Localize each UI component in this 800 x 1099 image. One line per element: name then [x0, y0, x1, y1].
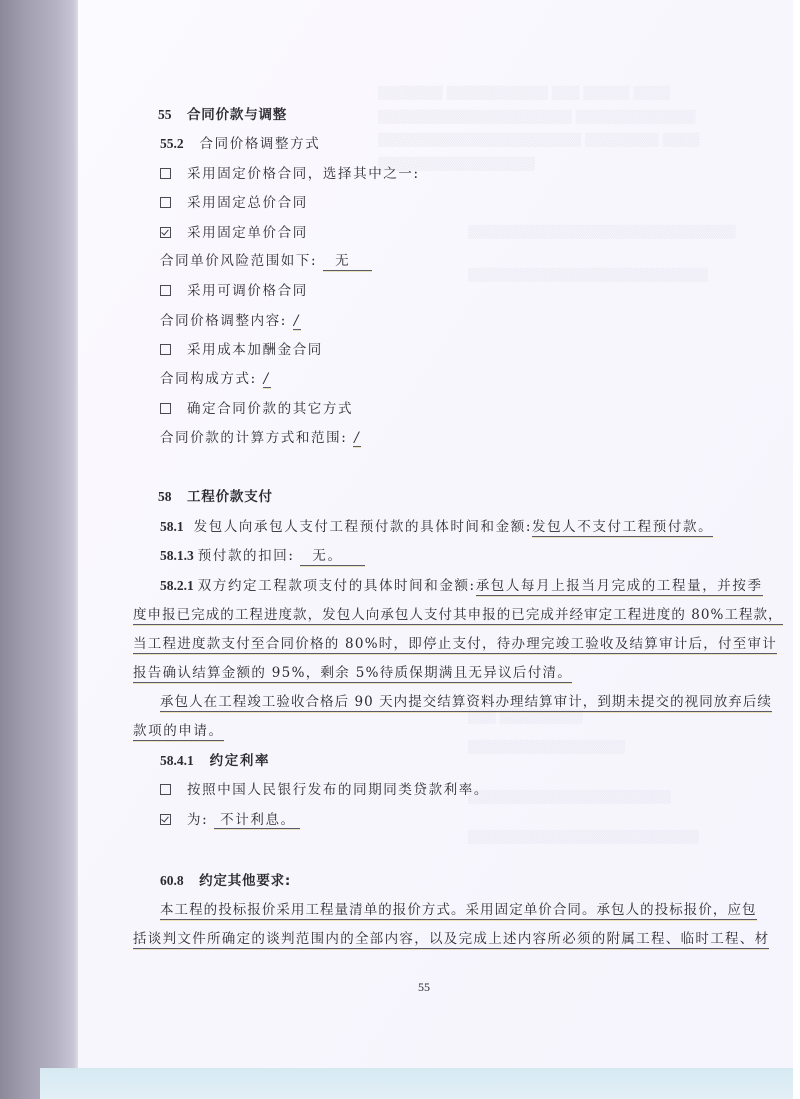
field-label: 合同单价风险范围如下:: [160, 253, 318, 269]
other-requirements-line: [133, 930, 769, 948]
option-label: 采用可调价格合同: [187, 283, 308, 299]
checkbox-unchecked-icon[interactable]: [160, 285, 171, 296]
clause-title: 约定利率: [209, 753, 271, 769]
field-label: 合同价格调整内容:: [160, 313, 287, 329]
clause-value-line: 当工程进度款支付至合同价格的 80%时，即停止支付，待办理完竣工验收及结算审计后，付至审计: [133, 636, 778, 652]
option-fixed-total-price[interactable]: [160, 194, 308, 212]
field-value: /: [263, 371, 270, 387]
show-through-text: ▒▒▒▒▒▒▒▒▒▒▒▒▒▒▒▒▒: [468, 740, 625, 754]
show-through-text: ▒▒▒▒▒▒▒▒▒▒▒▒▒ ▒▒▒▒▒▒▒▒▒▒▒▒▒▒▒▒▒▒▒▒▒: [378, 110, 696, 124]
clause-value: 发包人不支付工程预付款。: [531, 519, 714, 535]
clause-label: 发包人向承包人支付工程预付款的具体时间和金额:: [193, 519, 532, 535]
clause-number: 58.1.3: [160, 548, 194, 563]
show-through-text: ▒▒▒▒▒▒▒▒▒▒▒▒▒▒▒▒▒▒▒▒▒▒▒▒▒: [468, 830, 699, 844]
option-label: 采用固定总价合同: [187, 195, 308, 211]
show-through-text: ▒▒▒▒▒▒▒▒▒▒▒▒▒▒▒▒▒▒▒▒▒▒▒▒▒▒: [468, 268, 708, 282]
scanner-bed: [40, 1068, 793, 1099]
checkbox-checked-icon[interactable]: [160, 814, 171, 825]
option-label: 采用固定单价合同: [187, 225, 308, 241]
subsection-title: 合同价格调整方式: [199, 136, 321, 152]
option-adjustable-price[interactable]: [160, 282, 308, 300]
other-requirements-line: [160, 901, 757, 919]
show-through-text: ▒▒▒▒▒▒▒▒▒ ▒▒▒: [468, 710, 583, 724]
option-label: 为:: [187, 812, 209, 828]
field-value: 无: [323, 253, 372, 271]
option-other-method[interactable]: [160, 400, 353, 418]
clause-number: 58.1: [160, 519, 184, 534]
checkbox-unchecked-icon[interactable]: [160, 197, 171, 208]
clause-value-line: 承包人每月上报当月完成的工程量，并按季: [475, 578, 763, 594]
checkbox-unchecked-icon[interactable]: [160, 784, 171, 795]
clause-value-line: 度申报已完成的工程进度款，发包人向承包人支付其申报的已完成并经审定工程进度的 80%工程款，: [133, 607, 783, 623]
option-label: 采用固定价格合同，选择其中之一:: [187, 166, 420, 182]
show-through-text: ▒▒▒▒ ▒▒▒▒▒▒▒▒ ▒▒▒▒▒▒▒▒▒▒▒▒▒▒▒▒▒▒▒▒▒▒: [378, 133, 700, 147]
clause-58-2-1: [160, 577, 763, 595]
checkbox-unchecked-icon[interactable]: [160, 403, 171, 414]
clause-number: 58.2.1: [160, 578, 194, 593]
clause-58-2-1-cont: [133, 606, 783, 624]
show-through-text: ▒▒▒▒▒▒▒▒▒▒▒▒▒▒▒▒▒: [378, 157, 535, 171]
clause-value-line: 款项的申请。: [133, 723, 224, 739]
option-pboc-rate[interactable]: [160, 781, 489, 799]
section-number: 55: [158, 107, 172, 122]
clause-label: 双方约定工程款项支付的具体时间和金额:: [197, 578, 476, 594]
section-title: 合同价款与调整: [187, 107, 288, 123]
checkbox-checked-icon[interactable]: [160, 227, 171, 238]
option-value: 不计利息。: [214, 812, 300, 829]
show-through-text: ▒▒▒▒▒▒▒▒▒▒▒▒▒▒▒▒▒▒▒▒▒▒: [468, 790, 672, 804]
field-value: /: [354, 430, 361, 446]
composition-row: [160, 370, 271, 388]
requirements-text: 括谈判文件所确定的谈判范围内的全部内容，以及完成上述内容所必须的附属工程、临时工程、材: [133, 931, 770, 947]
unit-price-risk-row: [160, 252, 372, 270]
option-label: 确定合同价款的其它方式: [187, 401, 354, 417]
calc-method-row: [160, 429, 361, 447]
option-label: 采用成本加酬金合同: [187, 342, 323, 358]
clause-58-2-1-para2-cont: [133, 722, 224, 740]
section-number: 58: [158, 489, 172, 504]
clause-58-2-1-para2: [160, 693, 772, 711]
clause-value: 无。: [300, 548, 364, 566]
show-through-text: ▒▒▒▒ ▒▒▒▒▒ ▒▒▒ ▒▒▒▒▒▒▒▒▒▒▒ ▒▒▒▒▒▒▒: [378, 86, 671, 100]
binding-shadow: [0, 0, 80, 1099]
checkbox-unchecked-icon[interactable]: [160, 168, 171, 179]
section-heading-58: [158, 488, 273, 506]
section-heading-55: [158, 106, 287, 124]
option-cost-plus[interactable]: [160, 341, 323, 359]
field-label: 合同价款的计算方式和范围:: [160, 430, 348, 446]
requirements-text: 本工程的投标报价采用工程量清单的报价方式。采用固定单价合同。承包人的投标报价，应包: [160, 902, 757, 918]
clause-58-2-1-cont: [133, 664, 572, 682]
clause-58-1: [160, 518, 713, 536]
subsection-heading-55-2: [160, 135, 320, 153]
option-label: 按照中国人民银行发布的同期同类贷款利率。: [187, 782, 489, 798]
section-title: 约定其他要求:: [199, 873, 292, 889]
clause-number: 58.4.1: [160, 753, 194, 768]
clause-58-4-1: [160, 752, 270, 770]
clause-value-line: 报告确认结算金额的 95%，剩余 5%待质保期满且无异议后付清。: [133, 665, 573, 681]
option-fixed-price[interactable]: [160, 165, 420, 183]
section-heading-60-8: [160, 872, 291, 890]
clause-58-1-3: [160, 547, 365, 565]
subsection-number: 55.2: [160, 136, 184, 151]
clause-58-2-1-cont: [133, 635, 777, 653]
section-number: 60.8: [160, 873, 184, 888]
clause-label: 预付款的扣回:: [197, 548, 295, 564]
field-label: 合同构成方式:: [160, 371, 257, 387]
page-number: 55: [418, 980, 430, 994]
option-custom-rate[interactable]: [160, 811, 300, 829]
option-fixed-unit-price[interactable]: [160, 224, 308, 242]
clause-value-line: 承包人在工程竣工验收合格后 90 天内提交结算资料办理结算审计，到期未提交的视同放弃后续: [160, 694, 772, 710]
checkbox-unchecked-icon[interactable]: [160, 344, 171, 355]
page-right-edge: [793, 0, 800, 1099]
adjust-content-row: [160, 312, 301, 330]
section-title: 工程价款支付: [187, 489, 273, 505]
field-value: /: [293, 313, 301, 329]
show-through-text: ▒▒▒▒▒▒▒▒▒▒▒▒▒▒▒▒▒▒▒▒▒▒▒▒▒▒▒▒▒: [468, 225, 736, 239]
